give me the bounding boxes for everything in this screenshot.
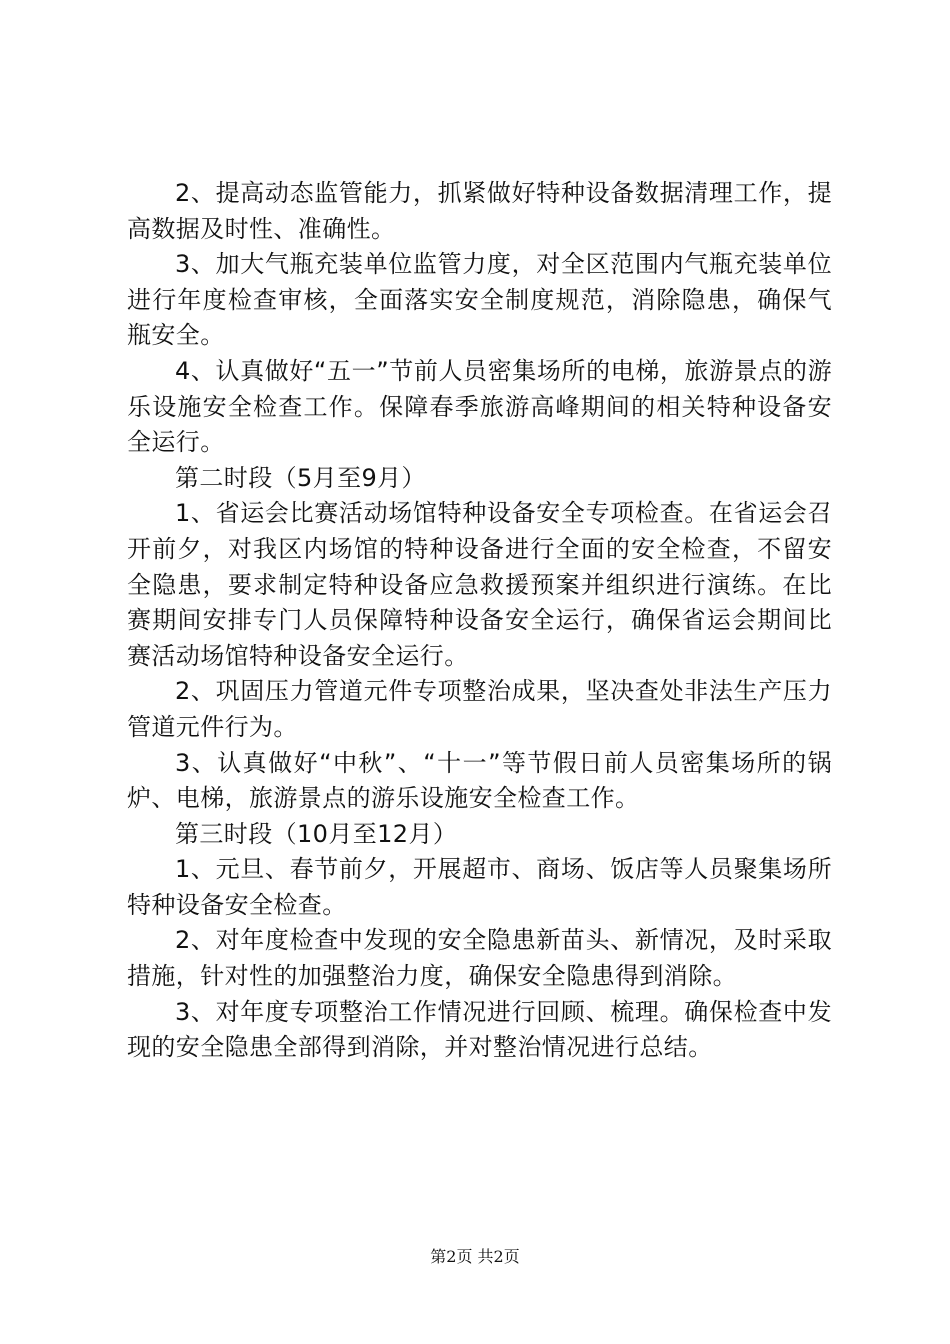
- paragraph-item-2: 2、提高动态监管能力，抓紧做好特种设备数据清理工作，提高数据及时性、准确性。: [127, 179, 832, 243]
- section-heading-third-period: 第三时段（10月至12月）: [175, 819, 458, 848]
- paragraph-item-3: 3、加大气瓶充装单位监管力度，对全区范围内气瓶充装单位进行年度检查审核，全面落实安全制度规范，消除隐患，确保气瓶安全。: [127, 250, 832, 350]
- page-number-footer: 第2页 共2页: [430, 1247, 520, 1266]
- paragraph-item-4: 4、认真做好“五一”节前人员密集场所的电梯，旅游景点的游乐设施安全检查工作。保障春季旅游高峰期间的相关特种设备安全运行。: [127, 356, 832, 457]
- section-heading-second-period: 第二时段（5月至9月）: [175, 463, 426, 492]
- paragraph-item-2: 2、巩固压力管道元件专项整治成果，坚决查处非法生产压力管道元件行为。: [127, 677, 832, 741]
- paragraph-item-2: 2、对年度检查中发现的安全隐患新苗头、新情况，及时采取措施，针对性的加强整治力度，确保安全隐患得到消除。: [127, 926, 832, 991]
- paragraph-item-1: 1、元旦、春节前夕，开展超市、商场、饭店等人员聚集场所特种设备安全检查。: [127, 855, 832, 919]
- paragraph-item-3: 3、认真做好“中秋”、“十一”等节假日前人员密集场所的锅炉、电梯，旅游景点的游乐设施安全检查工作。: [127, 748, 832, 813]
- paragraph-item-3: 3、对年度专项整治工作情况进行回顾、梳理。确保检查中发现的安全隐患全部得到消除，并对整治情况进行总结。: [127, 997, 832, 1062]
- document-body: [127, 176, 832, 1066]
- paragraph-item-1: 1、省运会比赛活动场馆特种设备安全专项检查。在省运会召开前夕，对我区内场馆的特种设备进行全面的安全检查，不留安全隐患，要求制定特种设备应急救援预案并组织进行演练。在比赛期间安排专门人员保障特种设备安全运行，确保省运会期间比赛活动场馆特种设备安全运行。: [127, 499, 832, 670]
